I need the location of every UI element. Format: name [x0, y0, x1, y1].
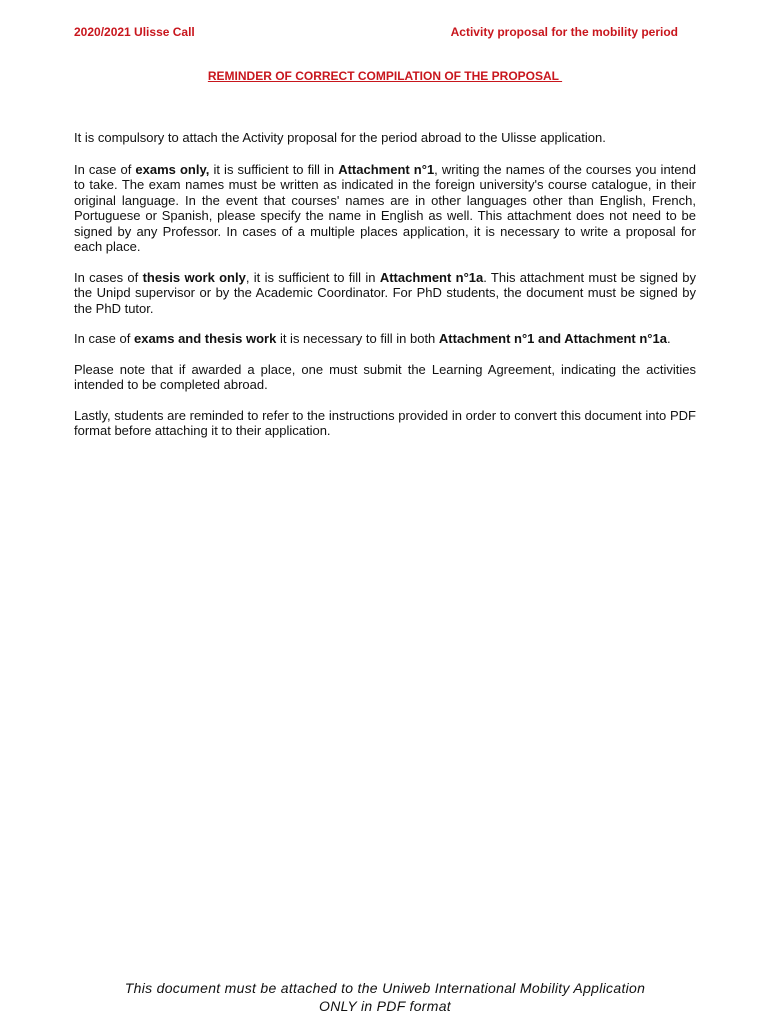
text-run: In case of — [74, 161, 136, 177]
text-run: . This attachment must be signed by the Unipd supervisor or by the Academic Coordinator. For PhD students, the document must be signed by the PhD tutor. — [74, 269, 697, 316]
paragraph-pdf-conversion: Lastly, students are reminded to refer to the instructions provided in order to convert this document into PDF format before attaching it to their application. — [74, 407, 696, 438]
bold-run: thesis work only — [142, 269, 246, 285]
bold-run: exams and thesis work — [133, 331, 277, 346]
header-call-name: 2020/2021 Ulisse Call — [74, 25, 195, 39]
paragraph-compulsory: It is compulsory to attach the Activity proposal for the period abroad to the Ulisse application. — [74, 130, 606, 145]
page-title: REMINDER OF CORRECT COMPILATION OF THE PROPOSAL — [207, 69, 563, 83]
document-body — [74, 130, 696, 454]
bold-run: Attachment n°1 — [338, 161, 435, 177]
bold-run: exams only, — [135, 161, 210, 177]
paragraph-learning-agreement: Please note that if awarded a place, one must submit the Learning Agreement, indicating the activities intended to be completed abroad. — [74, 361, 696, 392]
footer-line-1: This document must be attached to the Uniweb International Mobility Application — [124, 980, 646, 996]
paragraph-thesis-only — [74, 270, 696, 317]
header-document-title: Activity proposal for the mobility period — [450, 25, 678, 39]
text-run: it is necessary to fill in both — [276, 331, 439, 346]
text-run: . — [666, 331, 671, 346]
footer-note — [0, 979, 770, 1015]
paragraph-exams-and-thesis — [74, 331, 696, 347]
bold-run: Attachment n°1a — [379, 269, 484, 285]
bold-run: Attachment n°1 and Attachment n°1a — [438, 331, 667, 346]
text-run: , writing the names of the courses you intend to take. The exam names must be written as indicated in the foreign university's course catalogue, in their original language. In the event that courses' names are in other languages other than English, French, Portuguese or Spanish, please specify the name in English as well. This attachment does not need to be signed by any Professor. In cases of a multiple places application, it is necessary to write a proposal for each place. — [74, 161, 696, 254]
text-run: In case of — [74, 331, 134, 346]
text-run: , it is sufficient to fill in — [245, 269, 380, 285]
text-run: it is sufficient to fill in — [209, 161, 339, 177]
footer-line-2: ONLY in PDF format — [319, 998, 451, 1014]
text-run: In cases of — [74, 269, 143, 285]
paragraph-exams-only — [74, 162, 696, 255]
